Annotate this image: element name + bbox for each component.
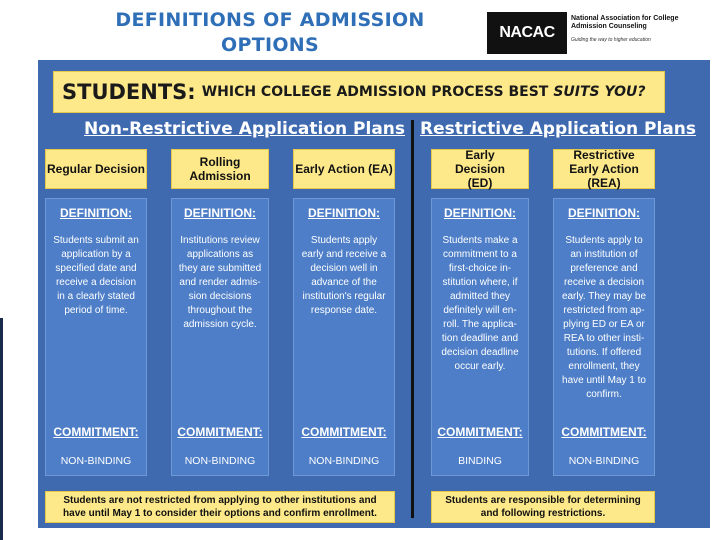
plan-card-regular-decision bbox=[45, 198, 147, 476]
commitment-heading: COMMITMENT: bbox=[177, 425, 263, 439]
plan-label-early-decision: Early Decision (ED) bbox=[431, 149, 529, 189]
plan-label-rolling-admission: Rolling Admission bbox=[171, 149, 269, 189]
plan-card-restrictive-early-action bbox=[553, 198, 655, 476]
note-non-restrictive: Students are not restricted from applying to other institutions and have until May 1 to consider their options and confirm enrollment. bbox=[45, 491, 395, 523]
definition-heading: DEFINITION: bbox=[568, 206, 640, 220]
definition-heading: DEFINITION: bbox=[60, 206, 132, 220]
question-banner bbox=[53, 71, 665, 113]
definition-text: Students make a commitment to a first-choice in-stitution where, if admitted they definitely will en-roll. The applica-tion deadline and decision deadline occur early. bbox=[441, 235, 519, 372]
plan-label-restrictive-early-action: Restrictive Early Action (REA) bbox=[553, 149, 655, 189]
commitment-value: NON-BINDING bbox=[308, 455, 380, 467]
note-restrictive: Students are responsible for determining and following restrictions. bbox=[431, 491, 655, 523]
logo-org-name: National Association for College Admission Counseling bbox=[571, 15, 679, 30]
banner-question: WHICH COLLEGE ADMISSION PROCESS BEST bbox=[201, 84, 549, 100]
commitment-value: BINDING bbox=[458, 455, 502, 467]
plan-label-regular-decision: Regular Decision bbox=[45, 149, 147, 189]
definition-text: Students apply to an institution of preference and receive a decision early. They may be restricted from ap-plying ED or EA or REA to other insti-tutions. If offered enrollment, they have until May 1 to confirm. bbox=[561, 235, 647, 400]
commitment-heading: COMMITMENT: bbox=[53, 425, 139, 439]
commitment-heading: COMMITMENT: bbox=[437, 425, 523, 439]
definition-heading: DEFINITION: bbox=[444, 206, 516, 220]
left-edge-shadow bbox=[0, 318, 3, 540]
group-divider bbox=[411, 120, 414, 518]
plan-card-rolling-admission bbox=[171, 198, 269, 476]
plan-card-early-decision bbox=[431, 198, 529, 476]
group-heading-restrictive: Restrictive Application Plans bbox=[420, 119, 696, 139]
commitment-heading: COMMITMENT: bbox=[561, 425, 647, 439]
commitment-value: NON-BINDING bbox=[568, 455, 640, 467]
commitment-value: NON-BINDING bbox=[184, 455, 256, 467]
group-heading-non-restrictive: Non-Restrictive Application Plans bbox=[84, 119, 406, 139]
definition-heading: DEFINITION: bbox=[308, 206, 380, 220]
definition-text: Students apply early and receive a decision well in advance of the institution's regular response date. bbox=[301, 235, 387, 316]
banner-suits-you: SUITS YOU? bbox=[553, 84, 646, 100]
commitment-value: NON-BINDING bbox=[60, 455, 132, 467]
commitment-heading: COMMITMENT: bbox=[301, 425, 387, 439]
nacac-logo: NACAC bbox=[487, 12, 567, 54]
plan-card-early-action bbox=[293, 198, 395, 476]
title-line-1: DEFINITIONS OF ADMISSION OPTIONS bbox=[115, 9, 425, 56]
definition-text: Institutions review applications as they are submitted and render admis-sion decisions throughout the admission cycle. bbox=[178, 235, 262, 330]
definition-heading: DEFINITION: bbox=[184, 206, 256, 220]
logo-tagline: Guiding the way to higher education bbox=[571, 37, 651, 43]
banner-students: STUDENTS: bbox=[62, 80, 196, 104]
definition-text: Students submit an application by a specified date and receive a decision in a clearly stated period of time. bbox=[53, 235, 139, 316]
plan-label-early-action: Early Action (EA) bbox=[293, 149, 395, 189]
